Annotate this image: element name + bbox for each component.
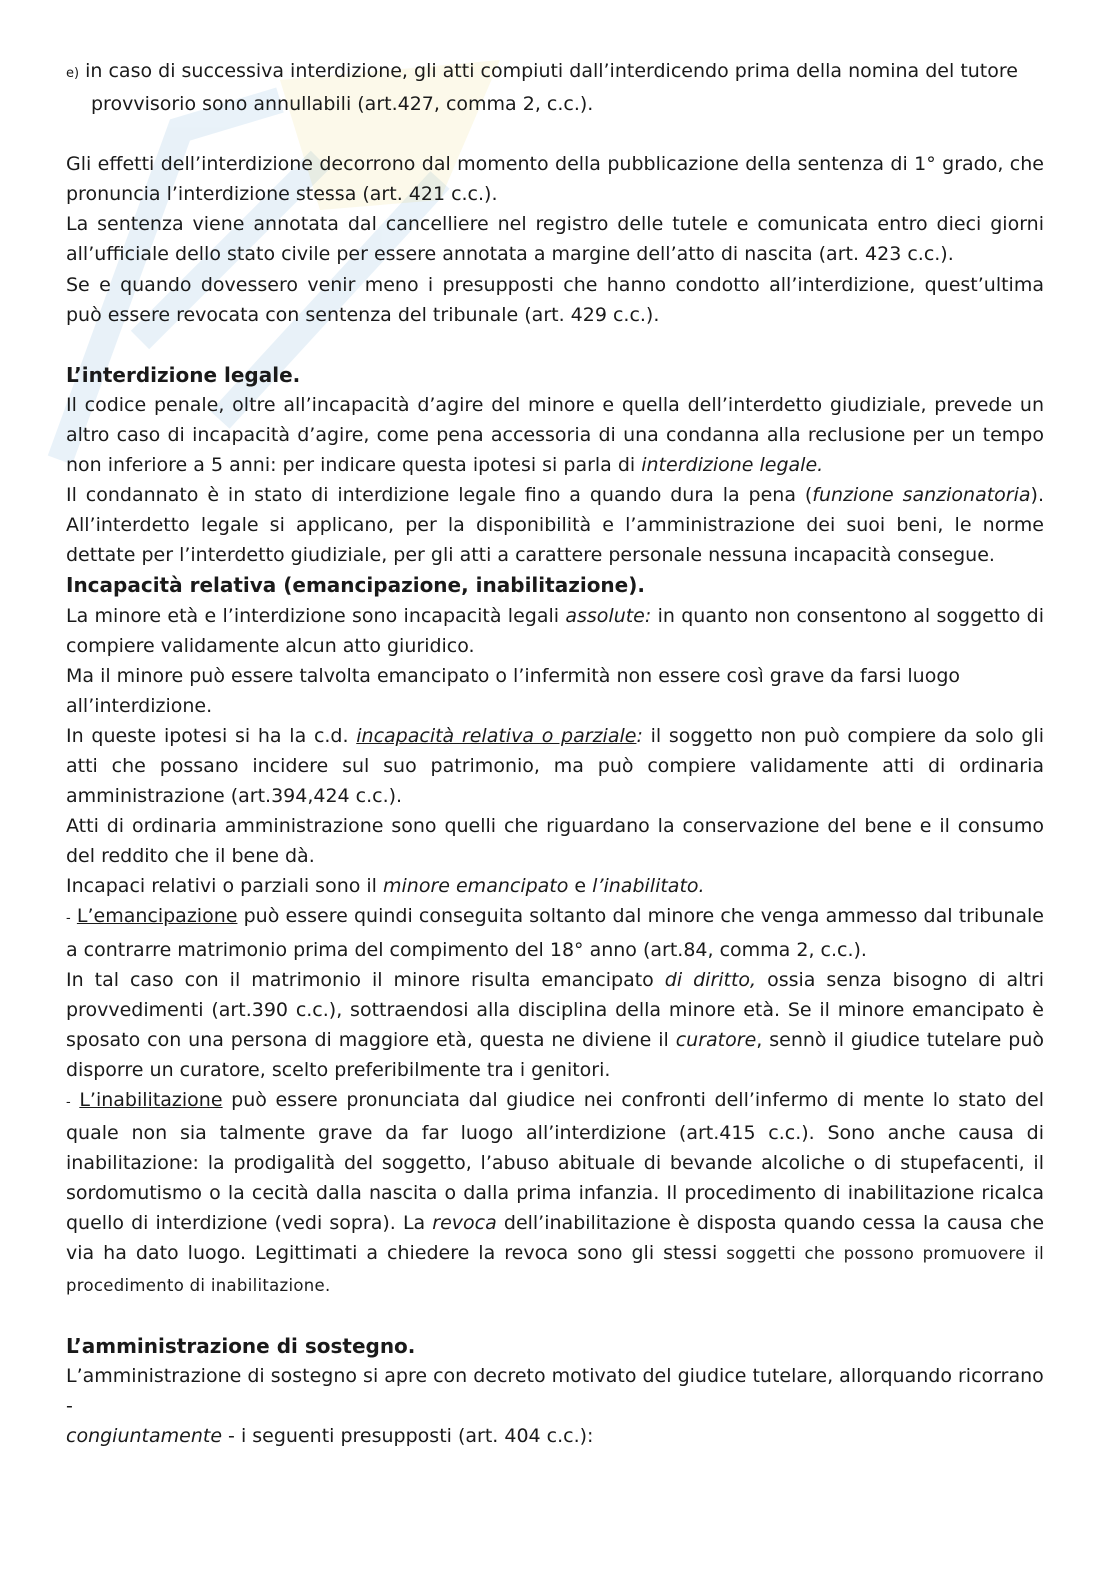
support-administration-conditions: congiuntamente - i seguenti presupposti (art. 404 c.c.): [66,1424,594,1447]
relative-incapacity-paragraph-3: In queste ipotesi si ha la c.d. incapacità relativa o parziale: il soggetto non può compiere da solo gli atti che possano incidere sul suo patrimonio, ma può compiere validamente atti di ordinaria amministrazione (art.394,424 c.c.). [66,724,1045,808]
list-item-label: e) [66,66,80,81]
interdiction-revocation-paragraph: Se e quando dovessero venir meno i presupposti che hanno condotto all’interdizione, quest’ultima può essere revocata con sentenza del tribunale (art. 429 c.c.). [66,273,1044,326]
relative-incapacity-paragraph-2: Ma il minore può essere talvolta emancipato o l’infermità non essere così grave da farsi luogo all’interdizione. [66,664,961,717]
emancipation-paragraph-2: In tal caso con il matrimonio il minore risulta emancipato di diritto, ossia senza bisogno di altri provvedimenti (art.390 c.c.), sottraendosi alla disciplina della minore età. Se il minore emancipato è sposato con una persona di maggiore età, questa ne diviene il curatore, sennò il giudice tutelare può disporre un curatore, scelto preferibilmente tra i genitori. [66,968,1045,1081]
interdiction-effects-paragraph: Gli effetti dell’interdizione decorrono dal momento della pubblicazione della sentenza di 1° grado, che pronuncia l’interdizione stessa (art. 421 c.c.). [66,153,1044,206]
document-body [66,56,1044,1451]
emancipation-paragraph: - L’emancipazione può essere quindi conseguita soltanto dal minore che venga ammesso dal tribunale a contrarre matrimonio prima del compimento del 18° anno (art.84, comma 2, c.c.). [66,905,1044,961]
inabilitation-term: L’inabilitazione [79,1089,223,1111]
ordinary-administration-paragraph: Atti di ordinaria amministrazione sono quelli che riguardano la conservazione del bene e il consumo del reddito che il bene dà. [66,815,1044,868]
support-administration-paragraph: L’amministrazione di sostegno si apre con decreto motivato del giudice tutelare, allorquando ricorrano - [66,1364,1044,1417]
emancipation-term: L’emancipazione [76,905,238,928]
heading-legal-interdiction: L’interdizione legale. [66,362,301,387]
heading-support-administration: L’amministrazione di sostegno. [66,1333,416,1358]
legal-interdiction-paragraph-2: Il condannato è in stato di interdizione legale fino a quando dura la pena (funzione sanzionatoria). All’interdetto legale si applicano, per la disponibilità e l’amministrazione dei suoi beni, le norme dettate per l’interdetto giudiziale, per gli atti a carattere personale nessuna incapacità consegue. [66,484,1044,567]
list-item-text: in caso di successiva interdizione, gli atti compiuti dall’interdicendo prima della nomina del tutore provvisorio sono annullabili (art.427, comma 2, c.c.). [85,60,1018,116]
relative-incapables-paragraph: Incapaci relativi o parziali sono il minore emancipato e l’inabilitato. [66,875,705,898]
inabilitation-paragraph: - L’inabilitazione può essere pronunciata dal giudice nei confronti dell’infermo di mente lo stato del quale non sia talmente grave da far luogo all’interdizione (art.415 c.c.). Sono anche causa di inabilitazione: la prodigalità del soggetto, l’abuso abituale di bevande alcoliche o di stupefacenti, il sordomutismo o la cecità dalla nascita o dalla prima infanzia. Il procedimento di inabilitazione ricalca quello di interdizione (vedi sopra). La revoca dell’inabilitazione è disposta quando cessa la causa che via ha dato luogo. Legittimati a chiedere la revoca sono gli stessi soggetti che possono promuovere il procedimento di inabilitazione. [66,1089,1045,1295]
list-item-e [66,56,1044,119]
interdiction-registry-paragraph: La sentenza viene annotata dal cancelliere nel registro delle tutele e comunicata entro dieci giorni all’ufficiale dello stato civile per essere annotata a margine dell’atto di nascita (art. 423 c.c.). [66,213,1044,266]
heading-relative-incapacity: Incapacità relativa (emancipazione, inabilitazione). [66,573,645,598]
legal-interdiction-paragraph-1: Il codice penale, oltre all’incapacità d’agire del minore e quella dell’interdetto giudiziale, prevede un altro caso di incapacità d’agire, come pena accessoria di una condanna alla reclusione per un tempo non inferiore a 5 anni: per indicare questa ipotesi si parla di interdizione legale. [66,393,1044,477]
relative-incapacity-paragraph-1: La minore età e l’interdizione sono incapacità legali assolute: in quanto non consentono al soggetto di compiere validamente alcun atto giuridico. [66,604,1044,657]
